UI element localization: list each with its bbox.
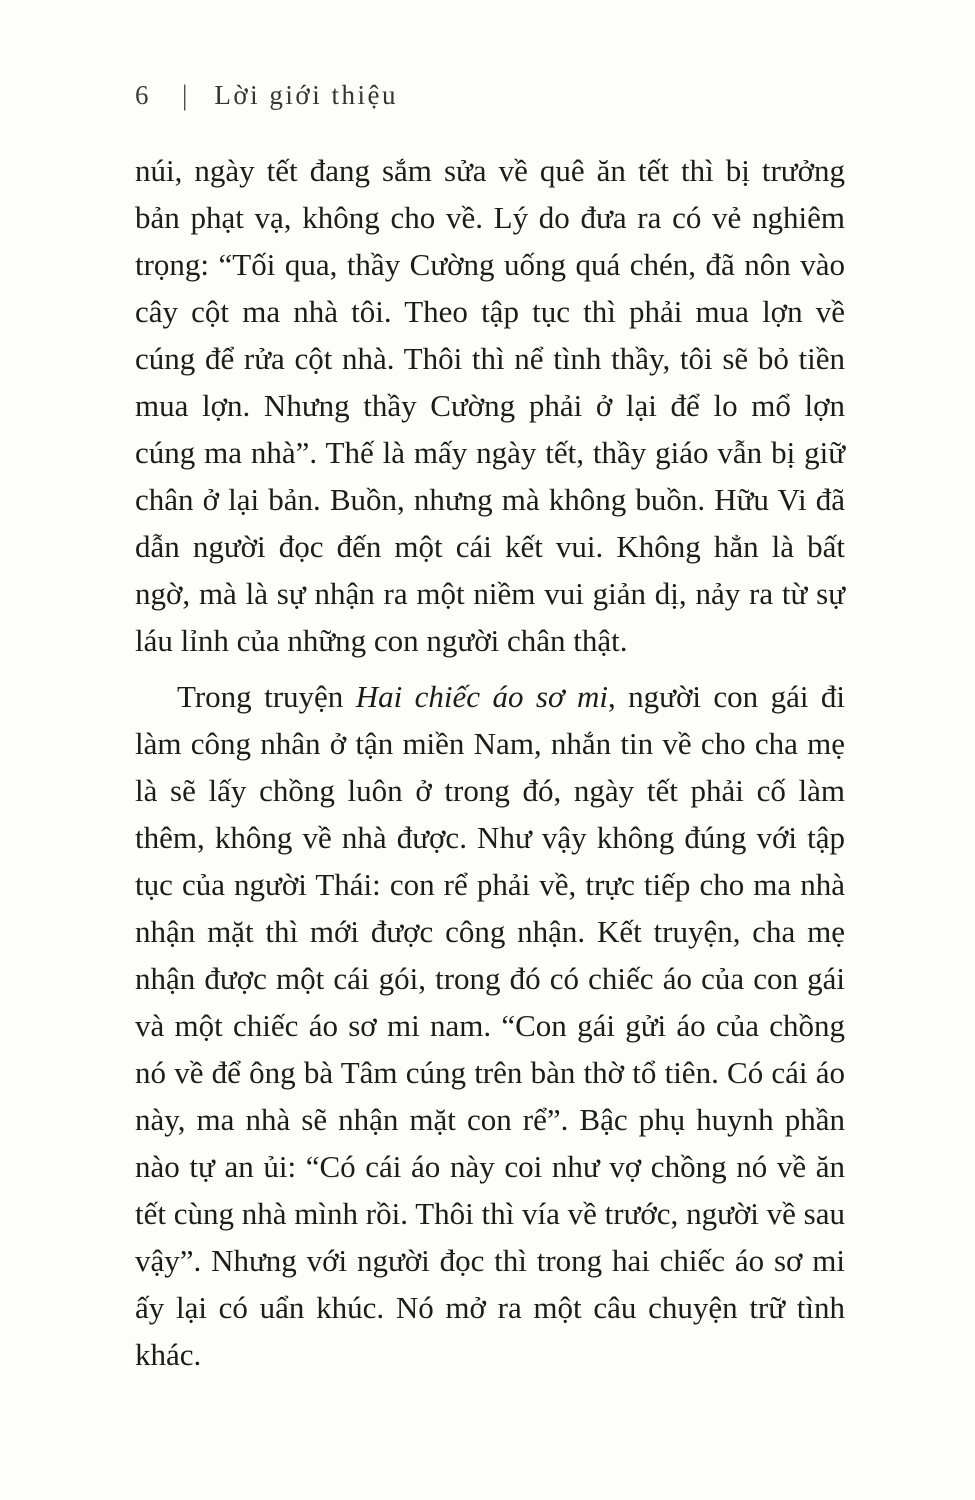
running-header-title: Lời giới thiệu <box>214 80 398 110</box>
header-separator: | <box>182 79 188 111</box>
paragraph-1: núi, ngày tết đang sắm sửa về quê ăn tết thì bị trưởng bản phạt vạ, không cho về. Lý do đưa ra có vẻ nghiêm trọng: “Tối qua, thầy Cường uống quá chén, đã nôn vào cây cột ma nhà tôi. Theo tập tục thì phải mua lợn về cúng để rửa cột nhà. Thôi thì nể tình thầy, tôi sẽ bỏ tiền mua lợn. Nhưng thầy Cường phải ở lại để lo mổ lợn cúng ma nhà”. Thế là mấy ngày tết, thầy giáo vẫn bị giữ chân ở lại bản. Buồn, nhưng mà không buồn. Hữu Vi đã dẫn người đọc đến một cái kết vui. Không hẳn là bất ngờ, mà là sự nhận ra một niềm vui giản dị, nảy ra từ sự láu lỉnh của những con người chân thật. <box>135 153 845 658</box>
page-number: 6 <box>135 80 149 110</box>
story-title-italic: Hai chiếc áo sơ mi <box>355 679 608 714</box>
paragraph-2-text-rest: , người con gái đi làm công nhân ở tận miền Nam, nhắn tin về cho cha mẹ là sẽ lấy chồng luôn ở trong đó, ngày tết phải cố làm thêm, không về nhà được. Như vậy không đúng với tập tục của người Thái: con rể phải về, trực tiếp cho ma nhà nhận mặt thì mới được công nhận. Kết truyện, cha mẹ nhận được một cái gói, trong đó có chiếc áo của con gái và một chiếc áo sơ mi nam. “Con gái gửi áo của chồng nó về để ông bà Tâm cúng trên bàn thờ tổ tiên. Có cái áo này, ma nhà sẽ nhận mặt con rể”. Bậc phụ huynh phần nào tự an ủi: “Có cái áo này coi như vợ chồng nó về ăn tết cùng nhà mình rồi. Thôi thì vía về trước, người về sau vậy”. Nhưng với người đọc thì trong hai chiếc áo sơ mi ấy lại có uẩn khúc. Nó mở ra một câu chuyện trữ tình khác. <box>135 679 845 1372</box>
paragraph-2 <box>135 673 845 1378</box>
paragraph-2-text-lead: Trong truyện <box>177 679 356 714</box>
running-header <box>135 80 398 111</box>
page-body <box>135 147 845 1378</box>
